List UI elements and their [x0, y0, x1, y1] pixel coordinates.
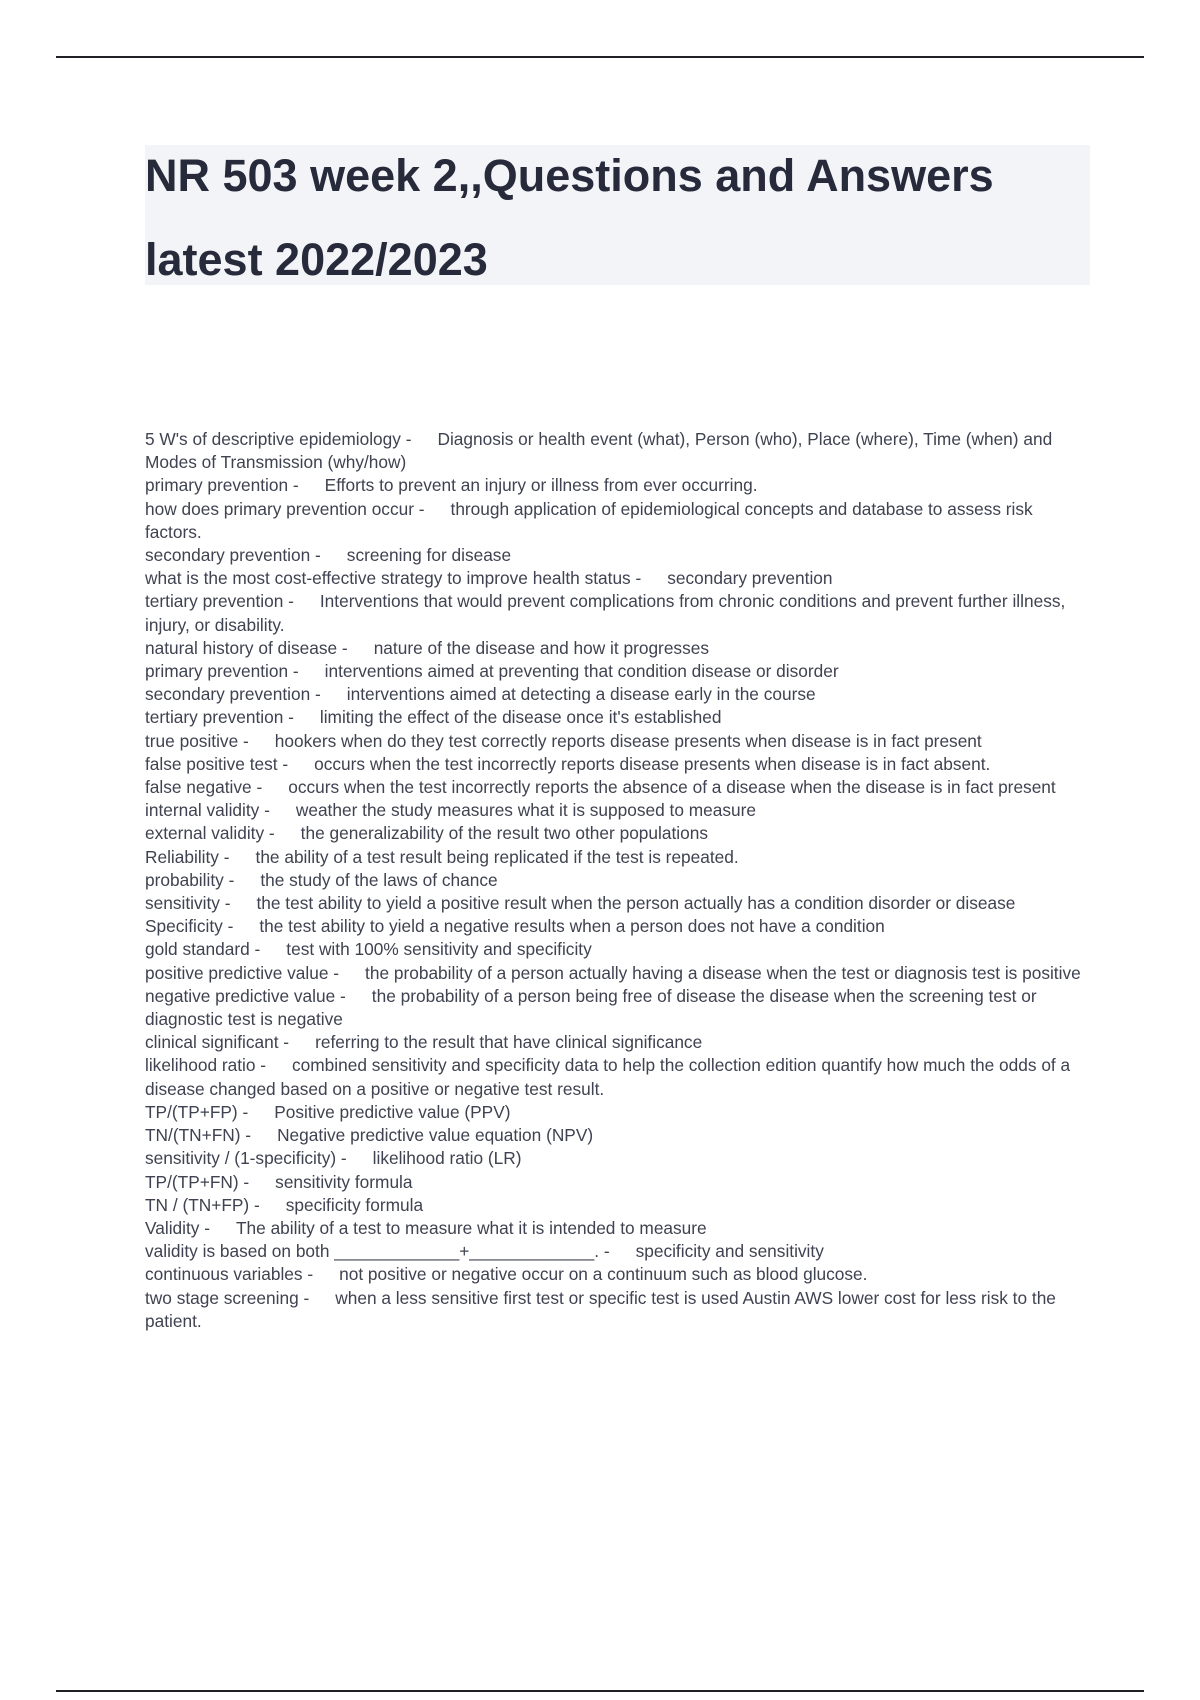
- qa-term: primary prevention -: [145, 475, 299, 496]
- qa-item: [145, 1124, 1090, 1147]
- qa-definition: screening for disease: [346, 545, 512, 566]
- qa-item: [145, 962, 1090, 985]
- qa-item: [145, 822, 1090, 845]
- qa-item: [145, 1171, 1090, 1194]
- qa-term: two stage screening -: [145, 1287, 310, 1308]
- qa-item: [145, 544, 1090, 567]
- qa-term: sensitivity / (1-specificity) -: [145, 1148, 347, 1169]
- qa-item: [145, 892, 1090, 915]
- qa-term: probability -: [145, 869, 235, 890]
- qa-item: [145, 730, 1090, 753]
- qa-item: [145, 428, 1090, 474]
- qa-term: sensitivity -: [145, 893, 231, 914]
- qa-term: false positive test -: [145, 753, 289, 774]
- qa-item: [145, 1054, 1090, 1100]
- qa-definition: interventions aimed at preventing that condition disease or disorder: [324, 661, 839, 682]
- qa-term: clinical significant -: [145, 1032, 290, 1053]
- qa-definition: hookers when do they test correctly reports disease presents when disease is in fact present: [274, 730, 982, 751]
- qa-term: secondary prevention -: [145, 684, 321, 705]
- qa-term: continuous variables -: [145, 1264, 314, 1285]
- qa-item: [145, 799, 1090, 822]
- qa-term: natural history of disease -: [145, 637, 348, 658]
- qa-term: TN / (TN+FP) -: [145, 1194, 260, 1215]
- qa-definition: when a less sensitive first test or specific test is used Austin AWS lower cost for less risk to the patient.: [145, 1287, 1056, 1331]
- qa-definition: the test ability to yield a negative results when a person does not have a condition: [259, 916, 885, 937]
- qa-item: [145, 637, 1090, 660]
- qa-term: 5 W's of descriptive epidemiology -: [145, 429, 412, 449]
- qa-definition: Efforts to prevent an injury or illness from ever occurring.: [324, 475, 758, 496]
- qa-definition: occurs when the test incorrectly reports disease presents when disease is in fact absent.: [314, 753, 991, 774]
- qa-definition: sensitivity formula: [275, 1171, 413, 1192]
- qa-item: [145, 1240, 1090, 1263]
- qa-term: Validity -: [145, 1217, 210, 1238]
- qa-definition: the test ability to yield a positive result when the person actually has a condition disorder or disease: [256, 893, 1016, 914]
- qa-term: Reliability -: [145, 846, 230, 867]
- qa-item: [145, 1031, 1090, 1054]
- qa-definition: The ability of a test to measure what it is intended to measure: [235, 1217, 707, 1238]
- qa-item: [145, 1217, 1090, 1240]
- qa-definition: not positive or negative occur on a continuum such as blood glucose.: [339, 1264, 868, 1285]
- qa-item: [145, 498, 1090, 544]
- qa-term: external validity -: [145, 823, 275, 844]
- qa-definition: Negative predictive value equation (NPV): [277, 1125, 594, 1146]
- qa-definition: the generalizability of the result two other populations: [300, 823, 708, 844]
- qa-term: TP/(TP+FP) -: [145, 1101, 249, 1122]
- qa-term: true positive -: [145, 730, 249, 751]
- qa-definition: limiting the effect of the disease once it's established: [319, 707, 722, 728]
- qa-definition: the study of the laws of chance: [260, 869, 498, 890]
- qa-item: [145, 474, 1090, 497]
- qa-item: [145, 706, 1090, 729]
- qa-definition: interventions aimed at detecting a disease early in the course: [346, 684, 816, 705]
- qa-definition: referring to the result that have clinical significance: [315, 1032, 703, 1053]
- qa-item: [145, 683, 1090, 706]
- qa-term: tertiary prevention -: [145, 591, 294, 612]
- qa-definition: through application of epidemiological concepts and database to assess risk factors.: [145, 498, 1033, 542]
- qa-definition: the probability of a person being free of disease the disease when the screening test or diagnostic test is negative: [145, 985, 1037, 1030]
- qa-term: TP/(TP+FN) -: [145, 1171, 250, 1192]
- title-block: [145, 145, 1090, 285]
- qa-term: what is the most cost-effective strategy to improve health status -: [145, 568, 642, 589]
- qa-term: Specificity -: [145, 916, 234, 937]
- qa-definition: specificity and sensitivity: [635, 1241, 824, 1262]
- qa-term: likelihood ratio -: [145, 1055, 267, 1076]
- qa-definition: Diagnosis or health event (what), Person (who), Place (where), Time (when) and Modes of Transmission (why/how): [145, 429, 1053, 473]
- qa-term: tertiary prevention -: [145, 707, 294, 728]
- qa-definition: likelihood ratio (LR): [372, 1148, 522, 1169]
- qa-term: how does primary prevention occur -: [145, 498, 425, 519]
- qa-list: [145, 428, 1090, 1333]
- qa-item: [145, 1101, 1090, 1124]
- qa-item: [145, 660, 1090, 683]
- qa-term: gold standard -: [145, 939, 261, 960]
- qa-definition: Positive predictive value (PPV): [274, 1101, 511, 1122]
- qa-term: positive predictive value -: [145, 962, 340, 983]
- qa-term: internal validity -: [145, 800, 270, 821]
- qa-item: [145, 846, 1090, 869]
- qa-definition: combined sensitivity and specificity data to help the collection edition quantify how much the odds of a disease changed based on a positive or negative test result.: [145, 1055, 1071, 1099]
- qa-item: [145, 1263, 1090, 1286]
- qa-item: [145, 915, 1090, 938]
- qa-term: validity is based on both _____________+_____________. -: [145, 1241, 610, 1262]
- qa-item: [145, 753, 1090, 776]
- qa-item: [145, 985, 1090, 1031]
- qa-definition: secondary prevention: [667, 568, 833, 589]
- qa-item: [145, 776, 1090, 799]
- qa-definition: the ability of a test result being replicated if the test is repeated.: [255, 846, 739, 867]
- qa-item: [145, 869, 1090, 892]
- qa-definition: the probability of a person actually having a disease when the test or diagnosis test is positive: [365, 962, 1081, 983]
- qa-term: negative predictive value -: [145, 985, 346, 1006]
- qa-item: [145, 1147, 1090, 1170]
- qa-term: secondary prevention -: [145, 545, 321, 566]
- footer-rule: [56, 1690, 1144, 1692]
- qa-definition: specificity formula: [285, 1194, 424, 1215]
- qa-definition: Interventions that would prevent complications from chronic conditions and prevent further illness, injury, or disability.: [145, 591, 1066, 635]
- qa-item: [145, 590, 1090, 636]
- header-rule: [56, 56, 1144, 58]
- qa-definition: nature of the disease and how it progresses: [373, 637, 709, 658]
- qa-definition: weather the study measures what it is supposed to measure: [295, 800, 756, 821]
- qa-definition: occurs when the test incorrectly reports the absence of a disease when the disease is in fact present: [288, 777, 1056, 798]
- qa-item: [145, 567, 1090, 590]
- qa-definition: test with 100% sensitivity and specificity: [286, 939, 592, 960]
- qa-term: primary prevention -: [145, 661, 299, 682]
- qa-item: [145, 938, 1090, 961]
- qa-term: false negative -: [145, 777, 263, 798]
- document-title: NR 503 week 2,,Questions and Answers latest 2022/2023: [145, 150, 994, 285]
- qa-term: TN/(TN+FN) -: [145, 1125, 252, 1146]
- qa-item: [145, 1194, 1090, 1217]
- qa-item: [145, 1287, 1090, 1333]
